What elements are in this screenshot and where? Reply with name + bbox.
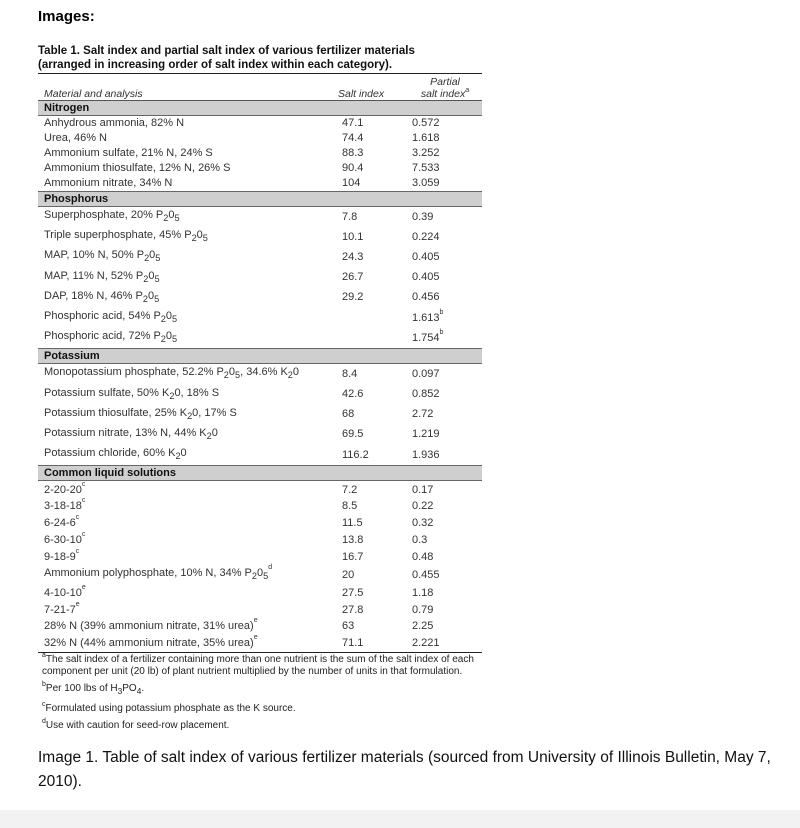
partial-salt-index-cell: 7.533: [412, 162, 440, 174]
partial-salt-index-cell: 1.613$^b$: [412, 308, 444, 324]
material-cell: Ammonium sulfate, 21% N, 24% S: [44, 147, 213, 159]
material-cell: 6-30-10$^c$: [44, 531, 86, 547]
salt-index-cell: 24.3: [342, 250, 364, 263]
partial-salt-index-cell: 0.3: [412, 534, 428, 547]
salt-index-table: [38, 74, 482, 653]
partial-salt-index-cell: 2.72: [412, 408, 434, 421]
material-cell: MAP, 11% N, 52% $P_20_5$: [44, 269, 160, 284]
table-row: [38, 405, 482, 425]
material-cell: Phosphoric acid, 72% $P_20_5$: [44, 330, 178, 345]
material-cell: 32% N (44% ammonium nitrate, 35% urea)$^e$: [38, 635, 338, 652]
table-row: [38, 288, 482, 308]
header-salt-index: Salt index: [338, 74, 408, 101]
material-cell: Anhydrous ammonia, 82% N: [44, 117, 185, 129]
table-row: [38, 131, 482, 146]
table-footnotes: [38, 651, 482, 732]
category-row: [38, 466, 482, 481]
salt-index-cell: 42.6: [342, 388, 364, 401]
partial-salt-index-cell: 0.17: [412, 483, 434, 496]
salt-index-cell: 90.4: [342, 162, 364, 174]
partial-salt-index-cell: 0.456: [412, 291, 440, 304]
table-row: [38, 247, 482, 267]
material-cell: Ammonium thiosulfate, 12% N, 26% S: [44, 162, 231, 174]
page-bottom-strip: [0, 810, 800, 828]
partial-salt-index-cell: 2.25: [412, 620, 434, 633]
salt-index-cell: 8.5: [342, 500, 358, 513]
salt-index-cell: 116.2: [342, 448, 369, 461]
salt-index-cell: 104: [342, 177, 361, 189]
table-row: [38, 532, 482, 549]
table-row: [38, 635, 482, 652]
material-cell: 4-10-10e: [44, 583, 86, 599]
table-header-row: [38, 74, 482, 101]
partial-salt-index-cell: 0.852: [412, 388, 440, 401]
salt-index-cell: 7.2: [342, 483, 358, 496]
salt-index-cell: 63: [342, 620, 355, 633]
material-cell: 9-18-9$^c$: [44, 547, 80, 563]
table-row: [38, 207, 482, 228]
table-caption-line1: Table 1. Salt index and partial salt index of various fertilizer materials: [38, 45, 415, 57]
footnote: $^c$Formulated using potassium phosphate as the K source.: [42, 700, 296, 714]
table-row: [38, 548, 482, 565]
salt-index-cell: 26.7: [342, 271, 364, 284]
partial-salt-index-cell: 0.48: [412, 550, 434, 563]
partial-salt-index-cell: 0.455: [412, 568, 440, 581]
salt-index-cell: 88.3: [342, 147, 364, 159]
material-cell: DAP, 18% N, 46% $P_20_5$: [44, 289, 160, 304]
image-caption: Image 1. Table of salt index of various fertilizer materials (sourced from University of Illinois Bulletin, May 7, 2010).: [38, 749, 771, 790]
table-row: [38, 584, 482, 601]
partial-salt-index-cell: 1.18: [412, 586, 434, 599]
salt-index-cell: [338, 328, 408, 349]
table-row: [38, 425, 482, 445]
table-body: [38, 101, 482, 653]
material-cell: MAP, 10% N, 50% $P_20_5$: [44, 249, 161, 264]
page-heading: Images:: [38, 8, 95, 25]
table-row: [38, 308, 482, 328]
material-cell: Ammonium nitrate, 34% N: [44, 177, 173, 189]
table-row: [38, 618, 482, 635]
material-cell: 3-18-18$^c$: [44, 497, 86, 513]
salt-index-cell: 10.1: [342, 230, 364, 243]
salt-index-cell: 71.1: [338, 635, 408, 652]
category-row: [38, 192, 482, 207]
category-row: [38, 349, 482, 364]
partial-salt-index-cell: 1.219: [412, 428, 440, 441]
partial-salt-index-cell: 0.405: [412, 250, 440, 263]
material-cell: 7-21-7e: [44, 600, 80, 616]
table-row: [38, 364, 482, 385]
material-cell: Ammonium polyphosphate, 10% N, 34% $P_20_5^d$: [44, 564, 273, 582]
table-row: [38, 116, 482, 132]
partial-salt-index-cell: 1.936: [412, 448, 440, 461]
salt-index-cell: 47.1: [342, 117, 364, 129]
partial-salt-index-cell: 2.221: [408, 635, 482, 652]
partial-salt-index-cell: 0.405: [412, 271, 440, 284]
material-cell: 6-24-6$^c$: [44, 514, 80, 530]
material-cell: Potassium sulfate, 50% $K_20$, 18% S: [44, 386, 220, 401]
salt-index-cell: 69.5: [342, 428, 364, 441]
salt-index-cell: 20: [342, 568, 355, 581]
material-cell: Potassium chloride, 60% $K_20$: [44, 447, 187, 462]
footnote: $^b$Per 100 lbs of $H_3PO_4$.: [42, 681, 145, 697]
table-row: [38, 176, 482, 192]
partial-salt-index-cell: 0.224: [412, 230, 440, 243]
material-cell: Triple superphosphate, 45% $P_20_5$: [44, 229, 208, 244]
table-row: [38, 385, 482, 405]
header-partial-mark: a: [465, 87, 470, 94]
table-row: [38, 481, 482, 498]
salt-index-cell: 7.8: [342, 210, 358, 223]
header-partial-line1: Partial: [430, 76, 460, 88]
salt-index-cell: 27.5: [342, 586, 364, 599]
footnote: $^d$Use with caution for seed-row placement.: [42, 717, 230, 731]
category-label: Phosphorus: [38, 192, 482, 207]
salt-index-cell: 27.8: [342, 603, 364, 616]
category-row: [38, 101, 482, 116]
table-row: [38, 498, 482, 515]
table-row: [38, 601, 482, 618]
table-row: [38, 565, 482, 584]
table-row: [38, 227, 482, 247]
partial-salt-index-cell: 1.754$^b$: [412, 328, 444, 344]
partial-salt-index-cell: 0.572: [412, 117, 440, 129]
material-cell: Monopotassium phosphate, 52.2% $P_20_5$, 34.6% $K_20$: [44, 366, 300, 381]
partial-salt-index-cell: 0.097: [412, 367, 440, 380]
material-cell: Urea, 46% N: [44, 132, 107, 144]
material-cell: Phosphoric acid, 54% $P_20_5$: [44, 309, 178, 325]
partial-salt-index-cell: 0.32: [412, 517, 434, 530]
material-cell: Potassium nitrate, 13% N, 44% $K_20$: [44, 426, 218, 442]
partial-salt-index-cell: 0.39: [412, 210, 434, 223]
header-material: Material and analysis: [38, 74, 338, 101]
footnote: $^a$The salt index of a fertilizer containing more than one nutrient is the sum of the salt index of each component per unit (20 lb) of plant nutrient multiplied by the number of units in that formulation.: [42, 651, 474, 677]
partial-salt-index-cell: 3.252: [412, 147, 440, 159]
partial-salt-index-cell: 0.79: [412, 603, 434, 616]
salt-index-cell: [338, 308, 408, 328]
material-cell: Potassium thiosulfate, 25% $K_20$, 17% S: [44, 406, 237, 421]
table-row: [38, 445, 482, 466]
header-partial-salt-index: [408, 74, 482, 101]
table-row: [38, 328, 482, 349]
table-row: [38, 515, 482, 532]
salt-index-cell: 68: [342, 408, 355, 421]
salt-index-cell: 11.5: [342, 517, 363, 530]
table-caption-line2: (arranged in increasing order of salt index within each category).: [38, 58, 482, 74]
salt-index-cell: 29.2: [342, 291, 364, 304]
material-cell: 2-20-20$^c$: [44, 480, 86, 496]
partial-salt-index-cell: 1.618: [412, 132, 440, 144]
table-row: [38, 161, 482, 176]
table-image: [38, 44, 482, 732]
salt-index-cell: 13.8: [342, 534, 364, 547]
category-label: Common liquid solutions: [38, 466, 482, 481]
salt-index-cell: 74.4: [342, 132, 364, 144]
category-label: Potassium: [38, 349, 482, 364]
header-partial-line2: salt index: [420, 88, 466, 100]
table-caption: [38, 44, 482, 74]
salt-index-cell: 16.7: [342, 550, 364, 563]
partial-salt-index-cell: 0.22: [412, 500, 434, 513]
material-cell: Superphosphate, 20% $P_20_5$: [44, 209, 180, 224]
partial-salt-index-cell: 3.059: [412, 177, 440, 189]
table-row: [38, 146, 482, 161]
material-cell: 28% N (39% ammonium nitrate, 31% urea)$^e$: [44, 617, 258, 633]
table-row: [38, 268, 482, 288]
category-label: Nitrogen: [38, 101, 482, 116]
salt-index-cell: 8.4: [342, 367, 358, 380]
